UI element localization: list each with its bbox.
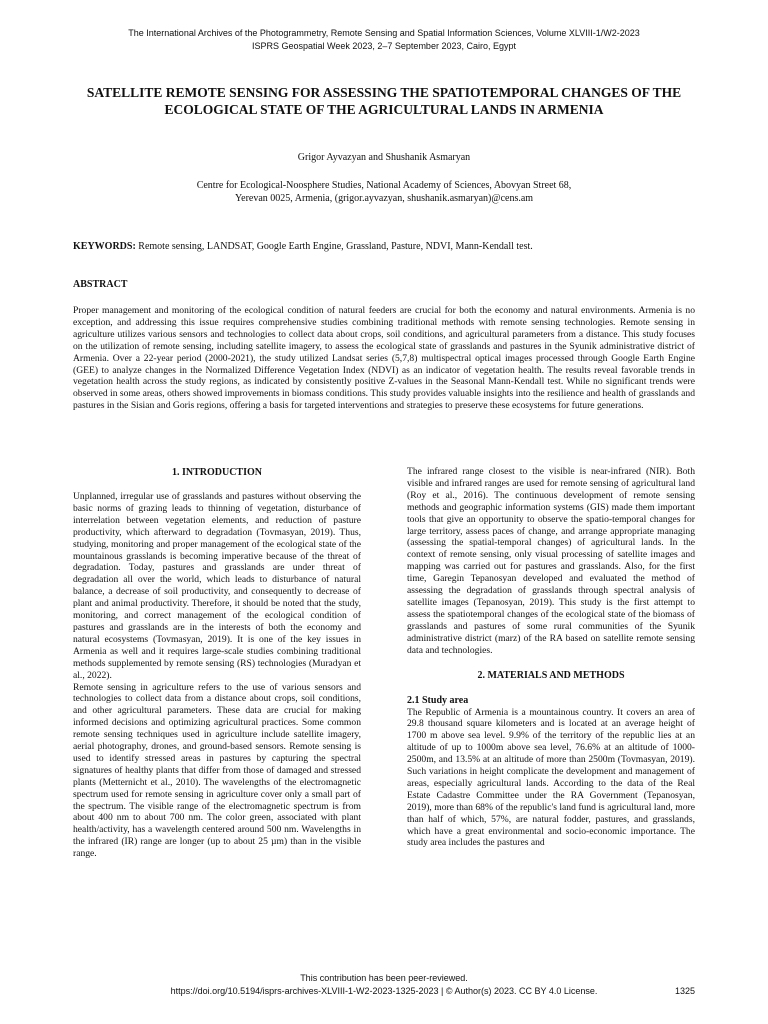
keywords-label: KEYWORDS: [73, 241, 136, 252]
abstract-text: Proper management and monitoring of the ecological condition of natural feeders are crucial for both the economy and natural environments. Armenia is no exception, and addressing this issue requires comprehensive studies combining traditional methods with remote sensing technologies. Remote sensing in agriculture utilizes various sensors and technologies to collect data about crops, soil conditions, and agricultural parameters from a distance. This study focuses on the utilization of remote sensing, including satellite imagery, to assess the ecological state of grasslands and pastures in the Syunik administrative district of Armenia. Over a 22-year period (2000-2021), the study utilized Landsat series (5,7,8) multispectral optical images processed through Google Earth Engine (GEE) to analyze changes in the Normalized Difference Vegetation Index (NDVI) as an indicator of vegetation health. The results reveal favorable trends in vegetation health across the study regions, as indicated by consistently positive Z-values in the Seasonal Mann-Kendall test. While no significant trends were observed in some areas, others showed improvements in biomass conditions. This study provides valuable insights into the resilience and health of grasslands and pastures in the Sisian and Goris regions, offering a basis for targeted interventions and strategies to preserve these ecosystems for future generations. [73, 305, 695, 412]
section-heading-introduction: 1. INTRODUCTION [171, 467, 262, 478]
intro-paragraph-3: The infrared range closest to the visible is near-infrared (NIR). Both visible and infrared ranges are used for remote sensing of agricultural land (Roy et al., 2016). The continuous development of remote sensing methods and geographic information systems (GIS) made them important tools that give an opportunity to observe the spatio-temporal changes for large territory, assess paces of change, and arrange appropriate managing (assessing the spatial-temporal changes) of agricultural lands. In the context of remote sensing, only visual processing of satellite images and mapping was carried out for pastures and grasslands. Also, for the first time, Garegin Tepanosyan developed and evaluated the method of assessing the degradation of grasslands through spectral analysis of satellite images (Tepanosyan, 2019). This study is the first attempt to assess the spatiotemporal changes of the ecological state of the biomass of grasslands and pastures of some rural communities of the Syunik administrative district (marz) of the RA based on satellite remote sensing data and technologies. [407, 466, 695, 656]
affiliation-line-2: Yerevan 0025, Armenia, (grigor.ayvazyan, shushanik.asmaryan)@cens.am [234, 192, 534, 204]
doi-license-line: https://doi.org/10.5194/isprs-archives-XLVIII-1-W2-2023-1325-2023 | © Author(s) 2023. CC BY 4.0 License. [170, 986, 598, 996]
right-column [407, 466, 695, 849]
affiliation-line-1: Centre for Ecological-Noosphere Studies, National Academy of Sciences, Abovyan Street 68, [196, 180, 572, 191]
intro-paragraph-2: Remote sensing in agriculture refers to the use of various sensors and technologies to collect data from a distance about crops, soil conditions, and other agricultural parameters. These data are crucial for making informed decisions and optimizing agricultural practices. Some common remote sensing techniques used in agriculture include satellite imagery, aerial photography, drones, and ground-based sensors. Remote sensing is used to identify stressed areas in pastures by capturing the spectral signatures of healthy plants that differ from those of damaged and stressed plants (Metternicht et al., 2010). The wavelengths of the electromagnetic spectrum used for remote sensing in agriculture cover only a small part of the spectrum. The visible range of the electromagnetic spectrum is from about 400 nm to about 700 nm. The color green, associated with plant health/activity, has a wavelength centered around 500 nm. Wavelengths in the infrared (IR) range are longer (up to about 25 µm) than in the visible range. [73, 681, 361, 860]
keywords-text: Remote sensing, LANDSAT, Google Earth Engine, Grassland, Pasture, NDVI, Mann-Kendall test. [135, 241, 533, 252]
page-number: 1325 [674, 986, 695, 996]
paper-title: SATELLITE REMOTE SENSING FOR ASSESSING THE SPATIOTEMPORAL CHANGES OF THE ECOLOGICAL STATE OF THE AGRICULTURAL LANDS IN ARMENIA [86, 85, 682, 117]
header-conference-line: ISPRS Geospatial Week 2023, 2–7 September 2023, Cairo, Egypt [252, 41, 516, 51]
subsection-heading-study-area: 2.1 Study area [407, 694, 469, 706]
affiliation [70, 180, 698, 205]
page-footer [60, 972, 708, 998]
abstract-heading: ABSTRACT [73, 279, 128, 290]
keywords [73, 240, 695, 253]
peer-review-note: This contribution has been peer-reviewed. [300, 973, 468, 983]
left-column [73, 466, 361, 860]
study-area-paragraph: The Republic of Armenia is a mountainous country. It covers an area of 29.8 thousand square kilometers and is located at an average height of 1700 m above sea level. 9.9% of the territory of the republic lies at an altitude of up to 1000m above sea level, 76.6% at an altitude of 1000-2500m, and 13.5% at an altitude of more than 2500m (Tovmasyan, 2019). Such variations in height complicate the development and management of areas, especially agricultural lands. According to the data of the Real Estate Cadastre Committee under the RA Government (Tepanosyan, 2019), more than 68% of the republic's land fund is agricultural land, more than half of which, 57%, are natural fodder, pastures, and grasslands, which have a great environmental and socio-economic importance. The study area includes the pastures and [407, 706, 695, 849]
header-journal-line: The International Archives of the Photogrammetry, Remote Sensing and Spatial Information Sciences, Volume XLVIII-1/W2-2023 [128, 28, 640, 38]
section-heading-materials-methods: 2. MATERIALS AND METHODS [477, 669, 625, 681]
author-list: Grigor Ayvazyan and Shushanik Asmaryan [297, 152, 471, 163]
intro-paragraph-1: Unplanned, irregular use of grasslands and pastures without observing the basic norms of grazing leads to thinning of vegetation, disturbance of interrelation between vegetation elements, and reduction of pasture productivity, which afterward to degradation (Tovmasyan, 2019). Thus, studying, monitoring and proper management of the ecological state of the mountainous grasslands is becoming imperative because of the threat of degradation. Today, pastures and grasslands are under threat of degradation all over the world, which leads to disturbance of natural balance, a decrease of soil productivity, and consequently to decrease of plant and animal productivity. Therefore, it should be noted that the study, monitoring, and correct management of the ecological condition of pastures and grasslands are in the interests of both the economy and natural ecosystems (Tovmasyan, 2019). It is one of the key issues in Armenia as well and it requires large-scale studies combining traditional methods supplemented by remote sensing (RS) technologies (Muradyan et al., 2022). [73, 491, 361, 681]
running-header [60, 27, 708, 53]
